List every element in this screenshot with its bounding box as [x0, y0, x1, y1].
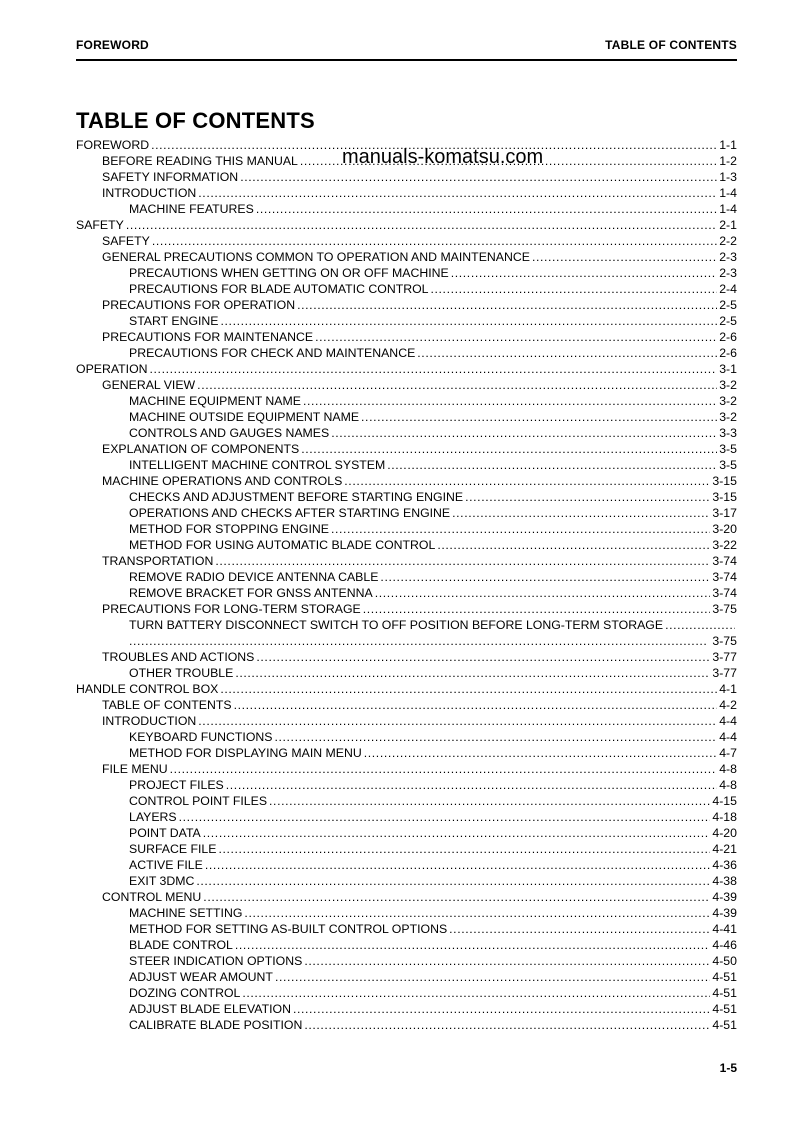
toc-entry[interactable] [76, 201, 737, 217]
dot-leader [215, 553, 710, 569]
toc-entry-page: 4-4 [719, 730, 737, 744]
dot-leader [256, 201, 717, 217]
toc-entry[interactable] [76, 569, 737, 585]
toc-entry[interactable] [76, 297, 737, 313]
dot-leader [274, 729, 717, 745]
toc-entry-label: PRECAUTIONS FOR CHECK AND MAINTENANCE [129, 346, 416, 360]
dot-leader [197, 377, 717, 393]
dot-leader [363, 601, 711, 617]
dot-leader [198, 185, 717, 201]
dot-leader [293, 1001, 710, 1017]
toc-entry-page: 4-51 [712, 986, 737, 1000]
toc-entry-page: 3-1 [719, 362, 737, 376]
toc-entry-page: 4-36 [712, 858, 737, 872]
toc-entry-page: 1-4 [719, 186, 737, 200]
toc-entry-label: INTELLIGENT MACHINE CONTROL SYSTEM [129, 458, 386, 472]
dot-leader [152, 233, 717, 249]
toc-entry-label: OPERATION [76, 362, 148, 376]
dot-leader [198, 713, 717, 729]
toc-entry-label: KEYBOARD FUNCTIONS [129, 730, 273, 744]
toc-entry-label: MACHINE FEATURES [129, 202, 254, 216]
toc-entry[interactable] [76, 457, 737, 473]
toc-entry[interactable] [76, 969, 737, 985]
dot-leader [315, 329, 717, 345]
dot-leader [375, 585, 711, 601]
toc-entry-page: 1-2 [719, 154, 737, 168]
dot-leader [665, 617, 735, 633]
toc-entry[interactable] [76, 729, 737, 745]
dot-leader [452, 505, 710, 521]
toc-entry-label: CONTROL MENU [102, 890, 202, 904]
toc-entry[interactable] [76, 873, 737, 889]
dot-leader [203, 825, 711, 841]
dot-leader [303, 393, 717, 409]
toc-entry-page: 4-8 [719, 762, 737, 776]
toc-entry[interactable] [76, 921, 737, 937]
toc-entry-page: 3-5 [719, 458, 737, 472]
toc-entry-label: METHOD FOR SETTING AS-BUILT CONTROL OPTIONS [129, 922, 448, 936]
toc-entry[interactable] [76, 393, 737, 409]
toc-entry-label: GENERAL PRECAUTIONS COMMON TO OPERATION AND MAINTENANCE [102, 250, 530, 264]
toc-entry-page: 3-74 [712, 554, 737, 568]
toc-entry-label: PRECAUTIONS FOR LONG-TERM STORAGE [102, 602, 361, 616]
dot-leader [304, 953, 710, 969]
toc-entry-page: 2-3 [719, 250, 737, 264]
toc-entry-label: MACHINE OPERATIONS AND CONTROLS [102, 474, 343, 488]
toc-entry[interactable] [76, 489, 737, 505]
dot-leader [242, 985, 710, 1001]
toc-entry-label: TABLE OF CONTENTS [102, 698, 232, 712]
dot-leader [437, 537, 710, 553]
toc-entry[interactable] [76, 409, 737, 425]
toc-entry[interactable] [76, 777, 737, 793]
toc-entry[interactable] [76, 681, 737, 697]
toc-entry-page: 1-3 [719, 170, 737, 184]
toc-entry-page: 3-15 [712, 474, 737, 488]
toc-entry[interactable] [76, 1017, 737, 1033]
toc-entry-page: 2-1 [719, 218, 737, 232]
toc-entry-page: 3-20 [712, 522, 737, 536]
toc-entry-label: INTRODUCTION [102, 714, 197, 728]
toc-entry-page: 4-21 [712, 842, 737, 856]
toc-entry-label: CONTROLS AND GAUGES NAMES [129, 426, 330, 440]
toc-entry-label: DOZING CONTROL [129, 986, 241, 1000]
toc-entry-page: 2-6 [719, 330, 737, 344]
toc-entry[interactable] [76, 233, 737, 249]
toc-entry-label: METHOD FOR DISPLAYING MAIN MENU [129, 746, 362, 760]
toc-entry-page: 3-2 [719, 378, 737, 392]
dot-leader [364, 745, 717, 761]
toc-entry[interactable] [76, 249, 737, 265]
dot-leader [304, 1017, 710, 1033]
toc-entry[interactable] [76, 425, 737, 441]
toc-entry[interactable] [76, 169, 737, 185]
dot-leader [256, 649, 710, 665]
toc-entry[interactable] [76, 809, 737, 825]
toc-entry-label: REMOVE RADIO DEVICE ANTENNA CABLE [129, 570, 379, 584]
toc-entry-page: 3-2 [719, 394, 737, 408]
toc-entry[interactable] [76, 521, 737, 537]
toc-entry-label: STEER INDICATION OPTIONS [129, 954, 303, 968]
dot-leader [179, 809, 711, 825]
header-chapter-label: TABLE OF CONTENTS [605, 38, 737, 52]
toc-entry[interactable] [76, 185, 737, 201]
toc-entry-label: SAFETY [76, 218, 124, 232]
toc-entry-page: 3-74 [712, 570, 737, 584]
dot-leader [331, 521, 710, 537]
toc-entry-page: 4-2 [719, 698, 737, 712]
toc-entry-label: PRECAUTIONS WHEN GETTING ON OR OFF MACHINE [129, 266, 449, 280]
toc-entry-label: MACHINE SETTING [129, 906, 243, 920]
toc-entry-page: 3-75 [712, 634, 737, 648]
toc-entry-page: 4-38 [712, 874, 737, 888]
toc-entry-page: 4-15 [712, 794, 737, 808]
toc-entry[interactable] [76, 1001, 737, 1017]
toc-entry[interactable] [76, 329, 737, 345]
toc-entry-page: 2-4 [719, 282, 737, 296]
dot-leader [275, 969, 710, 985]
toc-entry-page: 1-1 [719, 138, 737, 152]
dot-leader [532, 249, 717, 265]
toc-entry-page: 4-7 [719, 746, 737, 760]
toc-entry-label: TRANSPORTATION [102, 554, 214, 568]
page-title: TABLE OF CONTENTS [76, 108, 315, 133]
toc-entry[interactable] [76, 649, 737, 665]
toc-entry[interactable] [76, 857, 737, 873]
toc-entry[interactable] [76, 953, 737, 969]
dot-leader [301, 441, 717, 457]
toc-entry-page: 3-2 [719, 410, 737, 424]
toc-entry-page: 3-17 [712, 506, 737, 520]
toc-entry[interactable] [76, 441, 737, 457]
toc-entry-page: 3-5 [719, 442, 737, 456]
dot-leader [218, 841, 710, 857]
toc-entry-page: 3-15 [712, 490, 737, 504]
toc-entry-label: START ENGINE [129, 314, 219, 328]
dot-leader [220, 681, 717, 697]
toc-entry-page: 4-20 [712, 826, 737, 840]
toc-entry[interactable] [76, 889, 737, 905]
dot-leader [244, 905, 710, 921]
toc-entry-label: CHECKS AND ADJUSTMENT BEFORE STARTING ENGINE [129, 490, 464, 504]
toc-entry-page: 4-51 [712, 970, 737, 984]
toc-entry[interactable] [76, 841, 737, 857]
dot-leader [361, 409, 717, 425]
toc-entry-label: INTRODUCTION [102, 186, 197, 200]
toc-entry[interactable] [76, 585, 737, 601]
dot-leader [387, 457, 717, 473]
dot-leader [221, 313, 718, 329]
toc-entry[interactable] [76, 313, 737, 329]
toc-entry[interactable] [76, 345, 737, 361]
toc-entry[interactable] [76, 905, 737, 921]
toc-entry-label: MACHINE EQUIPMENT NAME [129, 394, 301, 408]
dot-leader [449, 921, 710, 937]
dot-leader [129, 633, 707, 649]
toc-entry[interactable] [76, 473, 737, 489]
dot-leader [234, 697, 718, 713]
toc-entry[interactable] [76, 505, 737, 521]
watermark: manuals-komatsu.com [342, 146, 544, 168]
dot-leader [126, 217, 717, 233]
dot-leader [240, 169, 717, 185]
toc-entry[interactable] [76, 617, 737, 633]
toc-entry-page: 2-6 [719, 346, 737, 360]
toc-entry-label: HANDLE CONTROL BOX [76, 682, 219, 696]
toc-entry-page: 4-1 [719, 682, 737, 696]
toc-entry-label: ADJUST WEAR AMOUNT [129, 970, 273, 984]
toc-entry[interactable] [76, 985, 737, 1001]
dot-leader [205, 857, 711, 873]
toc-entry-page: 3-22 [712, 538, 737, 552]
toc-entry[interactable] [76, 793, 737, 809]
dot-leader [235, 937, 711, 953]
toc-entry[interactable] [76, 937, 737, 953]
dot-leader [451, 265, 717, 281]
toc-entry-continuation [76, 633, 737, 649]
toc-entry-page: 3-75 [712, 602, 737, 616]
toc-entry[interactable] [76, 825, 737, 841]
toc-entry-label: GENERAL VIEW [102, 378, 196, 392]
toc-entry-label: CONTROL POINT FILES [129, 794, 268, 808]
toc-entry-page: 4-8 [719, 778, 737, 792]
toc-entry-label: FILE MENU [102, 762, 168, 776]
toc-entry-page: 2-5 [719, 298, 737, 312]
running-header [76, 37, 737, 61]
toc-entry-page: 2-2 [719, 234, 737, 248]
dot-leader [431, 281, 718, 297]
toc-entry[interactable] [76, 713, 737, 729]
dot-leader [417, 345, 717, 361]
toc-entry-page: 2-3 [719, 266, 737, 280]
toc-entry-label: ADJUST BLADE ELEVATION [129, 1002, 291, 1016]
dot-leader [226, 777, 717, 793]
dot-leader [170, 761, 718, 777]
toc-entry-label: PRECAUTIONS FOR BLADE AUTOMATIC CONTROL [129, 282, 429, 296]
toc-entry-page: 3-74 [712, 586, 737, 600]
toc-entry[interactable] [76, 537, 737, 553]
toc-entry-page: 4-41 [712, 922, 737, 936]
dot-leader [465, 489, 710, 505]
toc-entry-page: 4-39 [712, 890, 737, 904]
dot-leader [380, 569, 710, 585]
dot-leader [297, 297, 717, 313]
toc-entry[interactable] [76, 697, 737, 713]
dot-leader [150, 361, 718, 377]
toc-entry[interactable] [76, 745, 737, 761]
dot-leader [196, 873, 710, 889]
toc-entry[interactable] [76, 217, 737, 233]
dot-leader [269, 793, 710, 809]
toc-entry-page: 4-18 [712, 810, 737, 824]
toc-entry[interactable] [76, 601, 737, 617]
toc-entry-label: BLADE CONTROL [129, 938, 233, 952]
toc-entry-label: CALIBRATE BLADE POSITION [129, 1018, 303, 1032]
toc-entry[interactable] [76, 761, 737, 777]
toc-entry-label: REMOVE BRACKET FOR GNSS ANTENNA [129, 586, 373, 600]
toc-entry[interactable] [76, 265, 737, 281]
toc-entry-label: SAFETY INFORMATION [102, 170, 239, 184]
toc-entry-page: 2-5 [719, 314, 737, 328]
dot-leader [344, 473, 710, 489]
toc-entry-page: 3-77 [712, 666, 737, 680]
toc-entry-page: 3-77 [712, 650, 737, 664]
toc-entry-label: FOREWORD [76, 138, 150, 152]
toc-entry[interactable] [76, 281, 737, 297]
dot-leader [203, 889, 710, 905]
toc-entry[interactable] [76, 665, 737, 681]
toc-entry-label: EXIT 3DMC [129, 874, 195, 888]
toc-entry-label: SURFACE FILE [129, 842, 217, 856]
toc-entry-label: OTHER TROUBLE [129, 666, 234, 680]
toc-entry-label: POINT DATA [129, 826, 201, 840]
toc-entry-label: METHOD FOR USING AUTOMATIC BLADE CONTROL [129, 538, 436, 552]
toc-entry-label: PROJECT FILES [129, 778, 224, 792]
dot-leader [235, 665, 710, 681]
toc-entry-label: SAFETY [102, 234, 150, 248]
toc-entry-page: 4-50 [712, 954, 737, 968]
toc-entry-label: BEFORE READING THIS MANUAL [102, 154, 298, 168]
toc-entry-label: PRECAUTIONS FOR MAINTENANCE [102, 330, 314, 344]
table-of-contents [76, 137, 737, 1033]
toc-entry-label: TROUBLES AND ACTIONS [102, 650, 255, 664]
toc-entry-label: MACHINE OUTSIDE EQUIPMENT NAME [129, 410, 360, 424]
toc-entry-page: 3-3 [719, 426, 737, 440]
toc-entry-page: 4-51 [712, 1002, 737, 1016]
toc-entry-page: 1-4 [719, 202, 737, 216]
toc-entry-page: 4-46 [712, 938, 737, 952]
dot-leader [331, 425, 717, 441]
toc-entry-label: PRECAUTIONS FOR OPERATION [102, 298, 296, 312]
toc-entry-label: METHOD FOR STOPPING ENGINE [129, 522, 329, 536]
toc-entry[interactable] [76, 553, 737, 569]
toc-entry-label: OPERATIONS AND CHECKS AFTER STARTING ENGINE [129, 506, 451, 520]
toc-entry-page: 4-39 [712, 906, 737, 920]
toc-entry-label: TURN BATTERY DISCONNECT SWITCH TO OFF POSITION BEFORE LONG-TERM STORAGE [129, 618, 664, 632]
toc-entry-label: ACTIVE FILE [129, 858, 203, 872]
toc-entry-page: 4-4 [719, 714, 737, 728]
toc-entry-label: EXPLANATION OF COMPONENTS [102, 442, 300, 456]
header-section-label: FOREWORD [76, 38, 149, 52]
toc-entry[interactable] [76, 377, 737, 393]
toc-entry-label: LAYERS [129, 810, 177, 824]
toc-entry[interactable] [76, 361, 737, 377]
toc-entry-page: 4-51 [712, 1018, 737, 1032]
page-number: 1-5 [719, 1061, 737, 1075]
